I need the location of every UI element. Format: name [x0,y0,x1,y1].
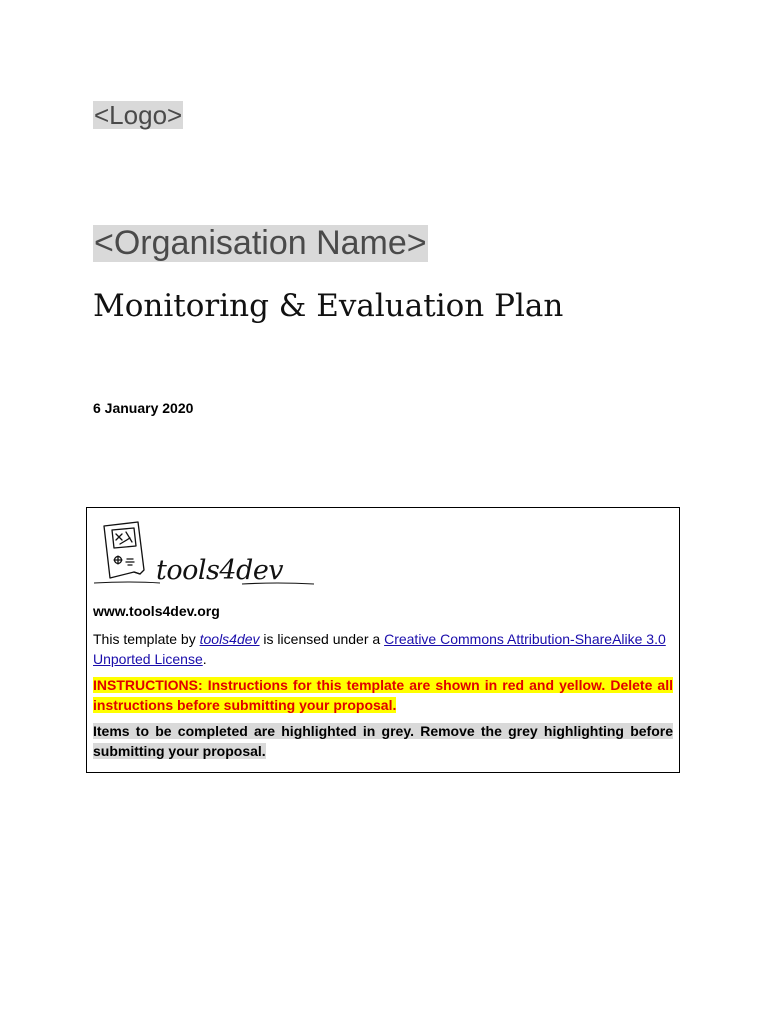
tools4dev-logo [92,520,317,588]
document-date: 6 January 2020 [93,400,194,416]
grey-highlight-note [93,721,673,761]
document-title: Monitoring & Evaluation Plan [93,288,564,324]
logo-placeholder[interactable]: <Logo> [94,100,183,130]
tools4dev-link[interactable]: tools4dev [199,631,260,647]
tools4dev-url: www.tools4dev.org [93,603,220,619]
creative-commons-license-link[interactable]: Creative Commons Attribution-ShareAlike 3.0 Unported License [93,631,666,667]
license-statement [93,629,673,669]
license-box [86,507,680,773]
license-middle: is licensed under a [259,631,385,647]
instructions-text: INSTRUCTIONS: Instructions for this template are shown in red and yellow. Delete all instructions before submitting your proposal. [93,677,673,713]
tools4dev-logo-wordmark: tools4dev [156,555,284,586]
license-prefix: This template by [93,631,200,647]
organisation-name-placeholder[interactable]: <Organisation Name> [94,224,427,262]
license-suffix: . [202,651,207,667]
grey-note-text: Items to be completed are highlighted in grey. Remove the grey highlighting before submitting your proposal. [93,723,673,759]
instructions-paragraph [93,675,673,715]
